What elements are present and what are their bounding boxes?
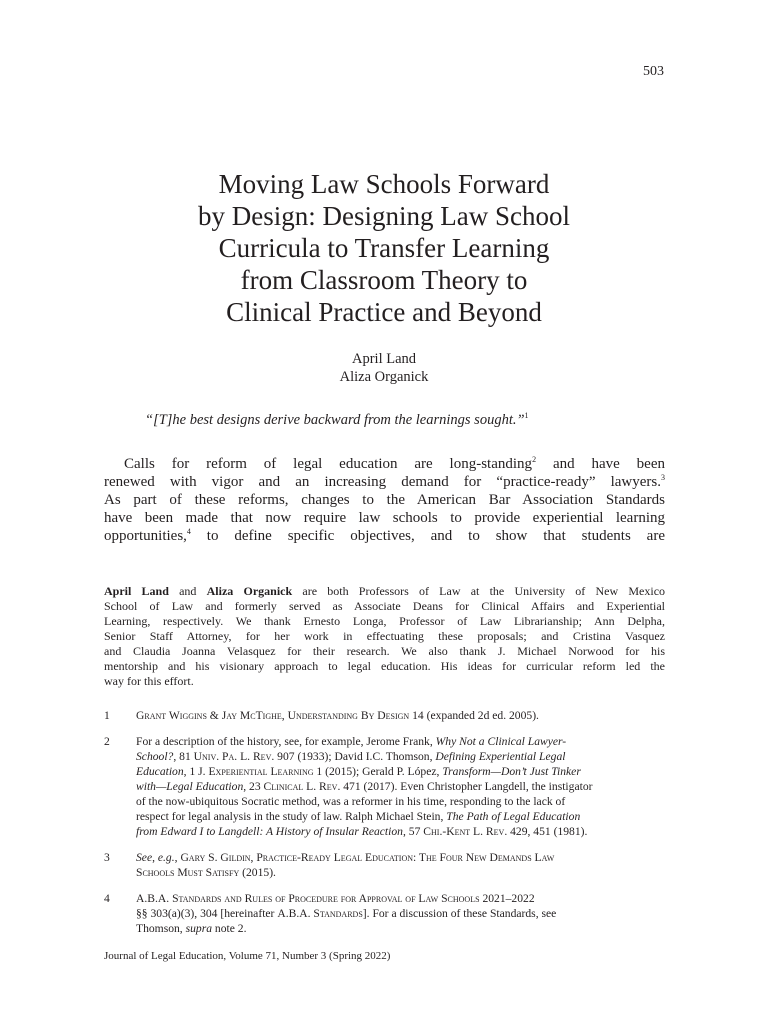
citation-smallcaps: A.B.A. Standards — [277, 907, 363, 920]
citation-smallcaps: Experiential Learning — [208, 765, 314, 778]
citation-italic: School? — [136, 750, 174, 763]
footnote-line — [136, 865, 665, 880]
footnote-number: 1 — [104, 709, 110, 722]
note-line: School of Law and formerly served as Associate Deans for Clinical Affairs and Experiential — [104, 599, 665, 613]
note-text: are both Professors of Law at the University of New Mexico — [292, 584, 666, 598]
footnote-line: of the now-ubiquitous Socratic method, was a reformer in his time, responding to the lack of — [136, 795, 566, 808]
footnote-line — [136, 921, 665, 936]
title-line: by Design: Designing Law School — [198, 201, 570, 231]
citation-italic: The Path of Legal Education — [446, 810, 581, 823]
citation-smallcaps: Gary S. Gildin, Practice-Ready Legal Education: The Four New Demands Law — [180, 851, 555, 864]
body-text: to define specific objectives, and to show that students are — [190, 528, 665, 544]
footnote-line — [136, 749, 665, 764]
citation-text: 14 (expanded 2d ed. 2005). — [409, 709, 539, 722]
article-title — [104, 168, 664, 328]
footnote-line — [136, 906, 665, 921]
citation-italic: from Edward I to Langdell: A History of Insular Reaction — [136, 825, 403, 838]
citation-text: note 2. — [212, 922, 247, 935]
footnote-marker: 1 — [524, 411, 529, 420]
footnote-line — [136, 764, 665, 779]
footnote-3 — [104, 850, 665, 880]
citation-text: respect for legal analysis in the study of law. Ralph Michael Stein, — [136, 810, 447, 823]
note-line — [104, 584, 665, 599]
citation-text: §§ 303(a)(3), 304 [hereinafter — [136, 907, 278, 920]
note-line: Senior Staff Attorney, for her work in effectuating these proposals; and Cristina Vasquez — [104, 629, 665, 643]
citation-text: , 23 — [243, 780, 264, 793]
body-text: opportunities, — [104, 528, 187, 544]
author-note — [104, 584, 665, 689]
footnote-marker: 3 — [661, 473, 665, 482]
citation-italic: Why Not a Clinical Lawyer- — [435, 735, 567, 748]
body-text: and have been — [536, 456, 665, 472]
footnote-1 — [104, 708, 665, 723]
title-line: Moving Law Schools Forward — [218, 169, 550, 199]
citation-smallcaps: Univ. Pa. L. Rev. — [193, 750, 275, 763]
citation-italic: e.g. — [157, 851, 175, 864]
author-name: Aliza Organick — [339, 369, 429, 385]
footnotes — [104, 708, 665, 947]
footnote-number: 4 — [104, 892, 110, 905]
citation-smallcaps: Clinical L. Rev. — [263, 780, 341, 793]
citation-text: , — [174, 851, 181, 864]
footnote-line — [136, 891, 665, 906]
citation-text: For a description of the history, see, for example, Jerome Frank, — [136, 735, 436, 748]
body-text: Calls for reform of legal education are long-standing — [124, 456, 533, 472]
body-text: renewed with vigor and an increasing demand for “practice-ready” lawyers. — [104, 474, 661, 490]
citation-text: , 81 — [173, 750, 194, 763]
footnote-marker: 4 — [186, 527, 191, 536]
note-line: way for this effort. — [104, 674, 194, 688]
citation-smallcaps: A.B.A. Standards and Rules of Procedure for Approval of Law Schools 2021–2022 — [136, 892, 535, 905]
note-line: and Claudia Joanna Velasquez for their research. We also thank J. Michael Norwood for his — [104, 644, 665, 658]
page-number: 503 — [643, 64, 664, 79]
epigraph — [145, 411, 665, 429]
citation-smallcaps: Schools Must Satisfy — [136, 866, 240, 879]
body-line — [104, 455, 665, 473]
citation-italic: Defining Experiential Legal — [435, 750, 566, 763]
note-line: Learning, respectively. We thank Ernesto Longa, Professor of Law Librarianship; Ann Delpha, — [104, 614, 665, 628]
title-line: Clinical Practice and Beyond — [226, 297, 542, 327]
footnote-marker: 2 — [532, 455, 537, 464]
citation-text: , 1 J. — [183, 765, 209, 778]
citation-italic: with—Legal Education — [136, 780, 244, 793]
footnote-line — [136, 734, 665, 749]
note-line: mentorship and his visionary approach to legal education. His ideas for curricular reform led the — [104, 659, 665, 673]
citation-italic: Transform—Don’t Just Tinker — [442, 765, 581, 778]
citation-text: , — [152, 851, 158, 864]
author-name-bold: Aliza Organick — [206, 584, 293, 598]
citation-italic: supra — [185, 922, 213, 935]
citation-italic: See — [136, 851, 153, 864]
citation-smallcaps: Chi.-Kent L. Rev. — [423, 825, 508, 838]
journal-footer: Journal of Legal Education, Volume 71, Number 3 (Spring 2022) — [104, 950, 391, 962]
author-name: April Land — [351, 351, 417, 367]
footnote-4 — [104, 891, 665, 936]
citation-text: 429, 451 (1981). — [507, 825, 588, 838]
citation-text: 1 (2015); Gerald P. López, — [313, 765, 443, 778]
footnote-number: 2 — [104, 735, 110, 748]
body-line: have been made that now require law schools to provide experiential learning — [104, 510, 665, 526]
citation-smallcaps: Grant Wiggins & Jay McTighe, Understanding By Design — [136, 709, 410, 722]
footnote-2 — [104, 734, 665, 839]
citation-text: (2015). — [239, 866, 276, 879]
citation-text: 471 (2017). Even Christopher Langdell, the instigator — [340, 780, 593, 793]
author-name-bold: April Land — [104, 584, 169, 598]
body-paragraph — [104, 455, 665, 545]
body-line — [104, 473, 665, 491]
citation-text: , 57 — [402, 825, 424, 838]
body-line: As part of these reforms, changes to the American Bar Association Standards — [104, 492, 665, 508]
note-text: and — [168, 584, 207, 598]
author-list — [104, 350, 664, 386]
title-line: Curricula to Transfer Learning — [218, 233, 550, 263]
footnote-line — [136, 708, 665, 723]
citation-text: 907 (1933); David I.C. Thomson, — [274, 750, 436, 763]
citation-text: Thomson, — [136, 922, 186, 935]
title-line: from Classroom Theory to — [240, 265, 528, 295]
body-line — [104, 527, 665, 545]
footnote-line — [136, 850, 665, 865]
footnote-line — [136, 809, 665, 824]
citation-text: ]. For a discussion of these Standards, see — [362, 907, 557, 920]
footnote-line — [136, 779, 665, 794]
citation-italic: Education — [136, 765, 184, 778]
footnote-line — [136, 824, 665, 839]
footnote-number: 3 — [104, 851, 110, 864]
epigraph-text: “[T]he best designs derive backward from the learnings sought.” — [145, 411, 525, 428]
